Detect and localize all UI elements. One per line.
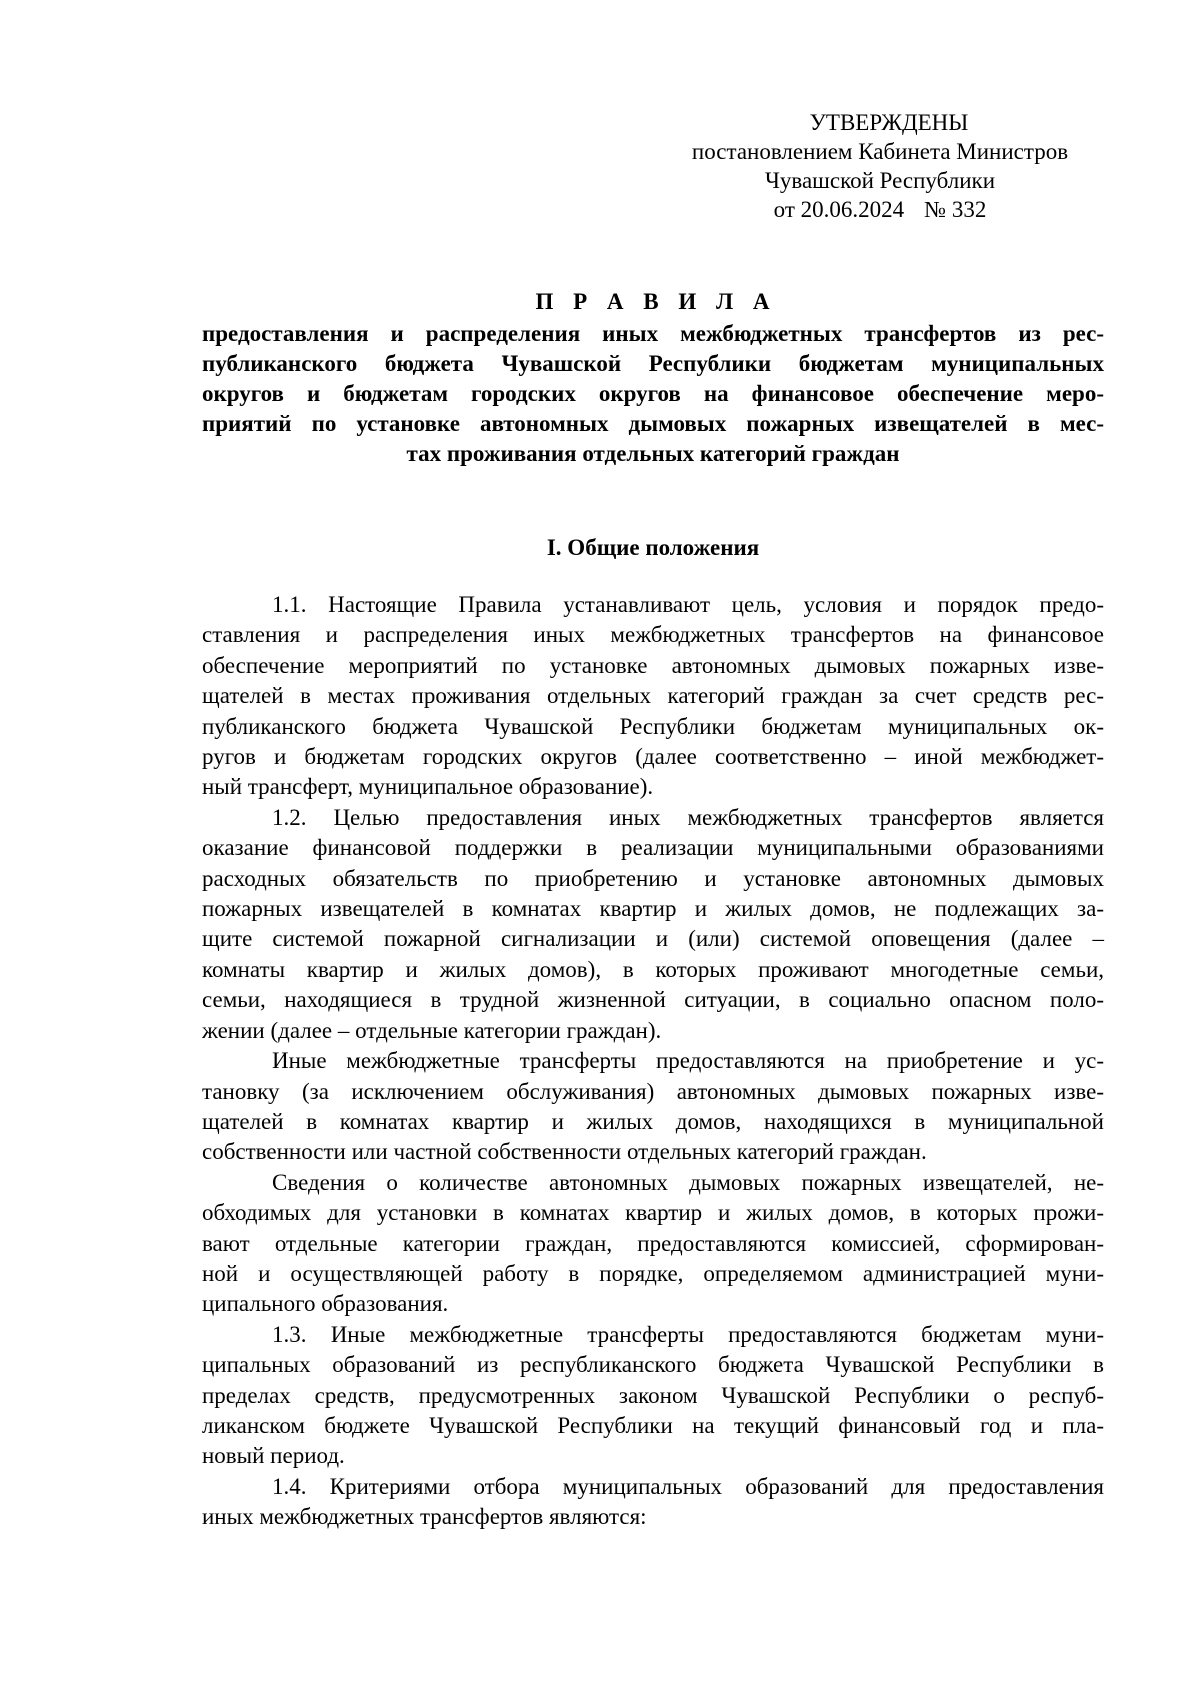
text-line: комнаты квартир и жилых домов), в которых проживают многодетные семьи, bbox=[202, 956, 1104, 982]
title-subtitle-line: округов и бюджетам городских округов на финансовое обеспечение меро- bbox=[202, 381, 1104, 406]
text-line: пределах средств, предусмотренных законом Чувашской Республики о респуб- bbox=[202, 1382, 1104, 1408]
text-line: щателей в местах проживания отдельных категорий граждан за счет средств рес- bbox=[202, 683, 1104, 709]
paragraph-1-2-details bbox=[202, 1168, 1104, 1320]
text-line: тановку (за исключением обслуживания) автономных дымовых пожарных изве- bbox=[202, 1078, 1104, 1104]
text-line: собственности или частной собственности отдельных категорий граждан. bbox=[202, 1139, 927, 1165]
text-line: пожарных извещателей в комнатах квартир и жилых домов, не подлежащих за- bbox=[202, 896, 1104, 922]
section-heading: I. Общие положения bbox=[546, 535, 760, 560]
text-line: оказание финансовой поддержки в реализации муниципальными образованиями bbox=[202, 835, 1104, 861]
paragraph-1-2 bbox=[202, 803, 1104, 1046]
text-line: 1.3. Иные межбюджетные трансферты предоставляются бюджетам муни- bbox=[272, 1321, 1104, 1347]
text-line: иных межбюджетных трансфертов являются: bbox=[202, 1504, 647, 1530]
text-line: ставления и распределения иных межбюджетных трансфертов на финансовое bbox=[202, 622, 1104, 648]
text-line: жении (далее – отдельные категории граждан). bbox=[202, 1017, 662, 1043]
text-line: вают отдельные категории граждан, предоставляются комиссией, сформирован- bbox=[202, 1230, 1104, 1256]
approval-date: от 20.06.2024 bbox=[773, 197, 905, 222]
text-line: 1.2. Целью предоставления иных межбюджетных трансфертов является bbox=[272, 804, 1104, 830]
text-line: расходных обязательств по приобретению и установке автономных дымовых bbox=[202, 865, 1104, 891]
document-title bbox=[202, 287, 1104, 469]
text-line: ной и осуществляющей работу в порядке, определяемом администрацией муни- bbox=[202, 1260, 1104, 1286]
paragraph-1-2-continued bbox=[202, 1046, 1104, 1168]
text-line: Сведения о количестве автономных дымовых пожарных извещателей, не- bbox=[272, 1169, 1104, 1195]
approval-heading: УТВЕРЖДЕНЫ bbox=[809, 110, 969, 135]
paragraph-1-1 bbox=[202, 590, 1104, 803]
approval-issuer: постановлением Кабинета Министров bbox=[691, 139, 1069, 164]
text-line: щите системой пожарной сигнализации и (или) системой оповещения (далее – bbox=[202, 926, 1104, 952]
text-line: ликанском бюджете Чувашской Республики на текущий финансовый год и пла- bbox=[202, 1412, 1104, 1438]
text-line: Иные межбюджетные трансферты предоставляются на приобретение и ус- bbox=[272, 1048, 1104, 1074]
title-word: П Р А В И Л А bbox=[535, 289, 777, 314]
text-line: ципальных образований из республиканского бюджета Чувашской Республики в bbox=[202, 1352, 1104, 1378]
text-line: обходимых для установки в комнатах квартир и жилых домов, в которых прожи- bbox=[202, 1200, 1104, 1226]
text-line: щателей в комнатах квартир и жилых домов, находящихся в муниципальной bbox=[202, 1108, 1104, 1134]
approval-republic: Чувашской Республики bbox=[764, 168, 996, 193]
approval-date-number bbox=[660, 195, 1100, 224]
title-subtitle-line: тах проживания отдельных категорий граждан bbox=[406, 441, 900, 466]
title-subtitle-line: предоставления и распределения иных межбюджетных трансфертов из рес- bbox=[202, 321, 1104, 346]
paragraph-1-3 bbox=[202, 1320, 1104, 1472]
title-subtitle-line: приятий по установке автономных дымовых пожарных извещателей в мес- bbox=[202, 411, 1104, 436]
text-line: публиканского бюджета Чувашской Республики бюджетам муниципальных ок- bbox=[202, 713, 1104, 739]
text-line: 1.4. Критериями отбора муниципальных образований для предоставления bbox=[272, 1473, 1104, 1499]
title-subtitle-line: публиканского бюджета Чувашской Республики бюджетам муниципальных bbox=[202, 351, 1104, 376]
text-line: 1.1. Настоящие Правила устанавливают цель, условия и порядок предо- bbox=[272, 592, 1104, 617]
text-line: обеспечение мероприятий по установке автономных дымовых пожарных изве- bbox=[202, 652, 1104, 678]
document-body bbox=[202, 590, 1104, 1533]
text-line: ругов и бюджетам городских округов (далее соответственно – иной межбюджет- bbox=[202, 744, 1104, 770]
paragraph-1-4 bbox=[202, 1472, 1104, 1533]
text-line: ный трансферт, муниципальное образование). bbox=[202, 774, 654, 800]
text-line: новый период. bbox=[202, 1443, 345, 1469]
text-line: ципального образования. bbox=[202, 1291, 449, 1317]
text-line: семьи, находящиеся в трудной жизненной ситуации, в социально опасном поло- bbox=[202, 987, 1104, 1013]
approval-number: № 332 bbox=[924, 197, 987, 222]
approval-stamp bbox=[660, 108, 1100, 224]
